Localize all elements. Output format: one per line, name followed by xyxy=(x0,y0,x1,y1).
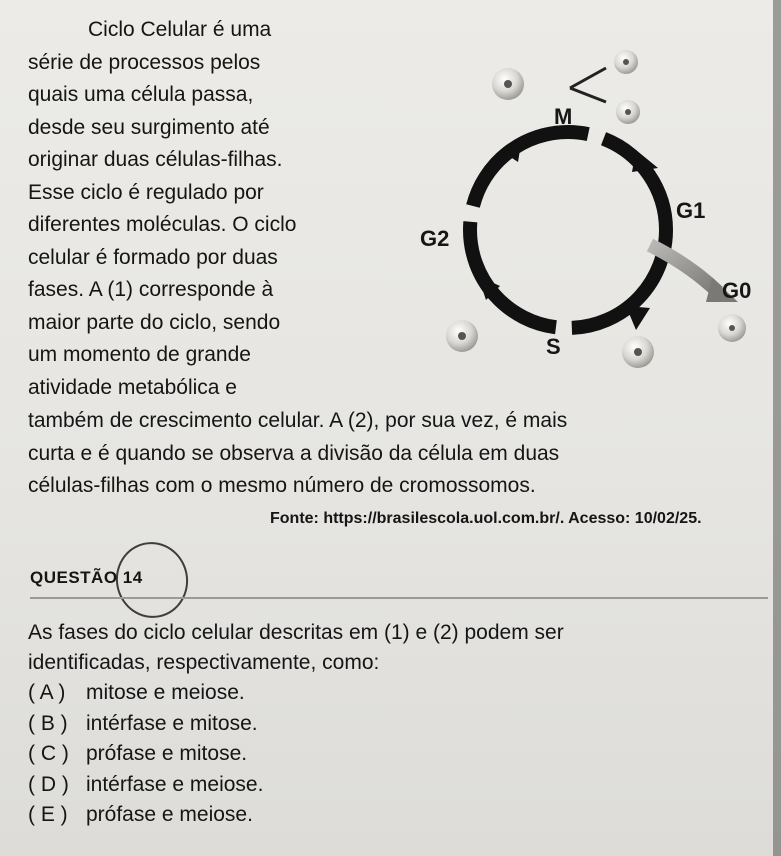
intro-line: originar duas células-filhas. xyxy=(28,148,283,171)
option-text: mitose e meiose. xyxy=(86,681,245,704)
intro-line: maior parte do ciclo, sendo xyxy=(28,310,281,334)
intro-paragraph xyxy=(28,14,388,404)
intro-line: fases. A (1) corresponde à xyxy=(28,278,274,301)
option-text: intérfase e mitose. xyxy=(86,711,258,735)
source-citation: Fonte: https://brasilescola.uol.com.br/. Acesso: 10/02/25. xyxy=(270,510,702,527)
label-g2: G2 xyxy=(420,226,450,251)
intro-line: atividade metabólica e xyxy=(28,375,237,399)
option-letter: ( B ) xyxy=(28,711,68,735)
intro-line: quais uma célula passa, xyxy=(28,83,254,106)
question-stem xyxy=(28,618,766,678)
label-g0: G0 xyxy=(722,278,752,303)
intro-line: série de processos pelos xyxy=(28,50,261,74)
option-a[interactable] xyxy=(28,678,428,709)
intro-line: celular é formado por duas xyxy=(28,245,278,269)
intro-line: diferentes moléculas. O ciclo xyxy=(28,213,297,236)
ring-arrowhead xyxy=(632,150,658,172)
page-edge-shadow xyxy=(773,0,781,856)
intro-line: curta e é quando se observa a divisão da célula em duas xyxy=(28,441,560,465)
cycle-ring xyxy=(470,132,666,330)
option-letter: ( E ) xyxy=(28,803,68,826)
label-g1: G1 xyxy=(676,198,706,223)
intro-line: desde seu surgimento até xyxy=(28,115,270,139)
option-text: prófase e mitose. xyxy=(86,742,248,765)
intro-line: um momento de grande xyxy=(28,343,251,366)
option-text: prófase e meiose. xyxy=(86,803,253,826)
option-letter: ( A ) xyxy=(28,681,66,704)
option-d[interactable] xyxy=(28,770,428,801)
option-e[interactable] xyxy=(28,800,428,831)
intro-line: Ciclo Celular é uma xyxy=(88,18,272,41)
intro-line: Esse ciclo é regulado por xyxy=(28,180,264,204)
question-title: QUESTÃO 14 xyxy=(30,568,143,587)
stem-line: As fases do ciclo celular descritas em (1) e (2) podem ser xyxy=(28,621,564,644)
intro-line: células-filhas com o mesmo número de cromossomos. xyxy=(28,474,536,497)
option-letter: ( D ) xyxy=(28,772,69,796)
option-b[interactable] xyxy=(28,709,428,740)
option-c[interactable] xyxy=(28,739,428,770)
stem-line: identificadas, respectivamente, como: xyxy=(28,651,380,674)
ring-arrowhead xyxy=(626,306,650,330)
option-letter: ( C ) xyxy=(28,742,69,765)
mitosis-split-icon xyxy=(570,68,606,102)
label-s: S xyxy=(546,334,561,359)
divider-line xyxy=(30,597,768,599)
intro-continuation xyxy=(28,405,758,503)
cell-cycle-diagram xyxy=(400,40,781,400)
label-m: M xyxy=(554,104,573,129)
answer-options xyxy=(28,678,428,831)
intro-line: também de crescimento celular. A (2), por sua vez, é mais xyxy=(28,409,568,432)
option-text: intérfase e meiose. xyxy=(86,772,264,796)
